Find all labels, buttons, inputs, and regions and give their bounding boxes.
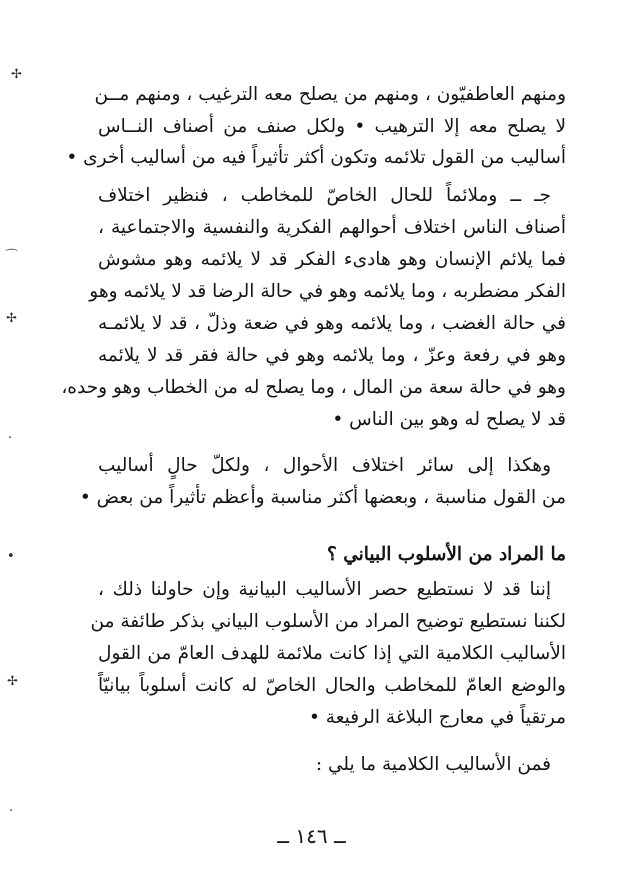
text-line: فمن الأساليب الكلامية ما يلي : (315, 754, 551, 775)
text-line: فما يلائم الإنسان وهو هادىء الفكر قد لا يلائمه وهو مشوش (98, 249, 566, 270)
text-line: لا يصلح معه إلا الترهيب • ولكل صنف من أصناف النــاس (98, 116, 566, 137)
text-line: الفكر مضطربه ، وما يلائمه وهو في حالة الرضا قد لا يلائمه وهو (89, 281, 566, 302)
scan-mark: • (7, 549, 15, 564)
scan-mark: ⌒ (5, 249, 19, 264)
text-line: من القول مناسبة ، وبعضها أكثر مناسبة وأعظم تأثيراً من بعض • (79, 487, 566, 508)
text-line: وهكذا إلى سائر اختلاف الأحوال ، ولكلّ حالٍ أساليب (98, 455, 551, 476)
text-line: الأساليب الكلامية التي إذا كانت ملائمة للهدف العامّ من القول (98, 643, 566, 664)
text-line: مرتقياً في معارج البلاغة الرفيعة • (308, 707, 566, 728)
scan-mark: ✢ (11, 67, 22, 82)
scan-mark: ✢ (7, 674, 18, 689)
section-heading: ما المراد من الأسلوب البياني ؟ (326, 544, 566, 565)
text-line: ومنهم العاطفيّون ، ومنهم من يصلح معه الترغيب ، ومنهم مــن (94, 84, 566, 105)
page-number: ــ ١٤٦ ــ (277, 824, 346, 848)
text-line: والوضع العامّ للمخاطب والحال الخاصّ له كانت أسلوباً بيانيّاً (98, 675, 566, 696)
text-line: أساليب من القول تلائمه وتكون أكثر تأثيراً فيه من أساليب أخرى • (66, 147, 566, 168)
text-line: وهو في حالة سعة من المال ، وما يصلح له من الخطاب وهو وحده، (61, 377, 566, 398)
scan-mark: ✢ (6, 311, 17, 326)
text-line: قد لا يصلح له وهو بين الناس • (332, 409, 566, 430)
text-line: إننا قد لا نستطيع حصر الأساليب البيانية وإن حاولنا ذلك ، (98, 579, 551, 600)
scan-mark: · (8, 431, 13, 446)
text-line: وهو في رفعة وعزّ ، وما يلائمه وهو في حالة فقر قد لا يلائمه (98, 345, 566, 366)
text-line: لكننا نستطيع توضيح المراد من الأسلوب البياني بذكر طائفة من (90, 611, 566, 632)
text-line: جـ ــ وملائماً للحال الخاصّ للمخاطب ، فنظير اختلاف (98, 185, 551, 206)
text-line: أصناف الناس اختلاف أحوالهم الفكرية والنفسية والاجتماعية ، (98, 217, 566, 238)
text-line: في حالة الغضب ، وما يلائمه وهو في ضعة وذلّ ، قد لا يلائمـه (98, 313, 566, 334)
scan-mark: · (9, 804, 14, 819)
